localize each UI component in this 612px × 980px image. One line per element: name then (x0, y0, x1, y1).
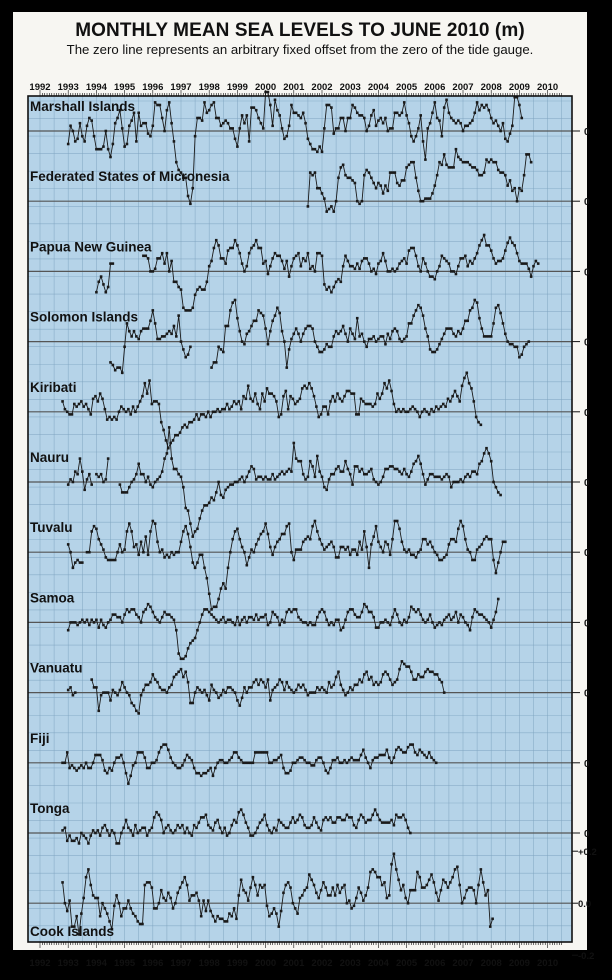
zero-label: 0 (584, 478, 590, 489)
year-label: 1993 (57, 958, 79, 969)
year-label: 2002 (311, 958, 333, 969)
year-label: 2001 (283, 82, 305, 93)
zero-label: 0 (584, 407, 590, 419)
zero-label: 0 (584, 267, 590, 279)
year-label: 2006 (424, 958, 446, 969)
station-label: Federated States of Micronesia (30, 169, 230, 185)
year-label: 2003 (339, 958, 361, 969)
year-label: 1994 (85, 82, 107, 93)
scale-label: 0.0 (578, 899, 592, 911)
year-label: 2010 (537, 958, 559, 969)
year-label: 1992 (29, 82, 51, 93)
station-label: Solomon Islands (30, 309, 139, 325)
chart-title: MONTHLY MEAN SEA LEVELS TO JUNE 2010 (m) (75, 20, 525, 41)
zero-label: 0 (584, 127, 590, 138)
year-label: 2005 (396, 82, 418, 93)
scale-label: +0.2 (578, 847, 597, 859)
station-label: Fiji (30, 730, 50, 746)
year-label: 2010 (537, 82, 559, 93)
year-label: 1997 (170, 958, 192, 969)
station-label: Tuvalu (30, 520, 73, 536)
station-label: Papua New Guinea (30, 239, 152, 255)
year-label: 2003 (339, 82, 361, 93)
year-label: 1997 (170, 82, 192, 93)
year-label: 2000 (255, 82, 277, 93)
year-label: 2006 (424, 82, 446, 93)
year-label: 1993 (57, 82, 79, 93)
year-label: 1992 (29, 958, 51, 969)
year-label: 2007 (452, 958, 474, 969)
year-label: 2000 (255, 958, 277, 969)
year-label: 1994 (85, 958, 107, 969)
station-label: Cook Islands (30, 924, 115, 939)
scale-label: -0.2 (578, 951, 595, 963)
year-label: 2008 (480, 958, 502, 969)
year-label: 2004 (367, 82, 389, 93)
year-label: 2004 (367, 958, 389, 969)
year-label: 1996 (142, 958, 164, 969)
year-label: 1999 (226, 82, 248, 93)
station-label: Marshall Islands (30, 99, 136, 114)
station-label: Vanuatu (30, 660, 83, 676)
year-label: 2009 (508, 958, 530, 969)
zero-label: 0 (584, 618, 590, 630)
station-label: Samoa (30, 590, 75, 606)
year-label: 2001 (283, 958, 305, 969)
year-label: 1996 (142, 82, 164, 93)
year-label: 2005 (396, 958, 418, 969)
year-label: 1998 (198, 958, 220, 969)
station-label: Kiribati (30, 379, 77, 395)
zero-label: 0 (584, 337, 590, 349)
year-label: 1999 (226, 958, 248, 969)
zero-label: 0 (584, 758, 590, 770)
station-label: Nauru (30, 450, 70, 465)
zero-label: 0 (584, 829, 590, 840)
year-label: 2009 (508, 82, 530, 93)
zero-label: 0 (584, 688, 590, 700)
zero-label: 0 (584, 548, 590, 560)
year-label: 1998 (198, 82, 220, 93)
year-label: 2007 (452, 82, 474, 93)
year-label: 1995 (114, 958, 136, 969)
chart-subtitle: The zero line represents an arbitrary fixed offset from the zero of the tide gauge. (66, 42, 534, 57)
zero-label: 0 (584, 197, 590, 209)
year-label: 1995 (114, 82, 136, 93)
station-label: Tonga (30, 801, 70, 816)
year-label: 2008 (480, 82, 502, 93)
year-label: 2002 (311, 82, 333, 93)
